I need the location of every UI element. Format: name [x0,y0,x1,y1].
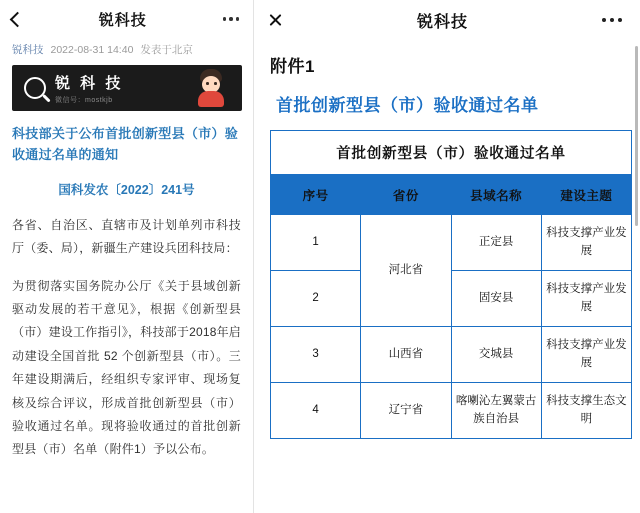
right-page-title: 锐科技 [416,13,468,31]
article-paragraph: 各省、自治区、直辖市及计划单列市科技厅（委、局），新疆生产建设兵团科技局： [12,217,241,256]
article-pane [0,0,254,513]
table-row [271,215,632,271]
article-body [0,42,253,462]
article-meta [12,42,241,57]
more-dots-icon[interactable] [223,17,240,21]
attachment-pane [254,0,640,513]
cell-county: 正定县 [451,215,541,271]
cell-no: 3 [271,327,361,383]
column-header-county: 县域名称 [451,175,541,215]
cell-no: 4 [271,383,361,439]
more-dots-icon[interactable] [602,18,622,22]
table-row [271,327,632,383]
cell-no: 2 [271,271,361,327]
cell-province: 山西省 [361,327,451,383]
banner-text [55,72,123,105]
table-caption: 首批创新型县（市）验收通过名单 [271,131,632,175]
article-title: 科技部关于公布首批创新型县（市）验收通过名单的通知 [12,126,239,163]
attachment-heading: 首批创新型县（市）验收通过名单 [276,96,539,115]
cell-theme: 科技支撑产业发展 [541,327,631,383]
table-caption-row [271,131,632,175]
article-paragraph: 为贯彻落实国务院办公厅《关于县域创新驱动发展的若干意见》，根据《创新型县（市）建设工作指引》，科技部于2018年启动建设全国首批 52 个创新型县（市）。三年建设期满后，经组织专家评审、现场复核及综合评议，形成首批创新型县（市）验收通过名单。现将验收通过的首批创新型县（市）名单（附件1）予以公布。 [12,278,241,457]
column-header-no: 序号 [271,175,361,215]
cell-theme: 科技支撑生态文明 [541,383,631,439]
cell-county: 喀喇沁左翼蒙古族自治县 [451,383,541,439]
column-header-province: 省份 [361,175,451,215]
article-document-number: 国科发农〔2022〕241号 [58,182,195,197]
cell-county: 固安县 [451,271,541,327]
cell-province: 河北省 [361,215,451,327]
publish-location: 发表于北京 [140,44,193,56]
magnifier-icon [24,77,46,99]
right-header [254,0,640,40]
cell-province: 辽宁省 [361,383,451,439]
table-row [271,383,632,439]
column-header-theme: 建设主题 [541,175,631,215]
table-header-row [271,175,632,215]
vertical-scrollbar[interactable] [635,46,638,226]
cartoon-avatar-icon [194,69,228,107]
left-header [0,0,253,38]
publish-date: 2022-08-31 14:40 [50,43,134,56]
attachment-label: 附件1 [270,57,315,76]
account-name[interactable]: 锐科技 [12,44,44,56]
table-row [271,271,632,327]
left-page-title: 锐科技 [98,11,147,29]
close-icon[interactable] [268,13,283,28]
attachment-body [254,40,640,439]
cell-theme: 科技支撑产业发展 [541,215,631,271]
banner-title: 锐 科 技 [55,74,124,92]
cell-county: 交城县 [451,327,541,383]
cell-theme: 科技支撑产业发展 [541,271,631,327]
banner-subtitle: 微信号：mostkjb [55,96,113,104]
results-table [270,130,632,439]
account-banner[interactable] [12,65,242,111]
cell-no: 1 [271,215,361,271]
